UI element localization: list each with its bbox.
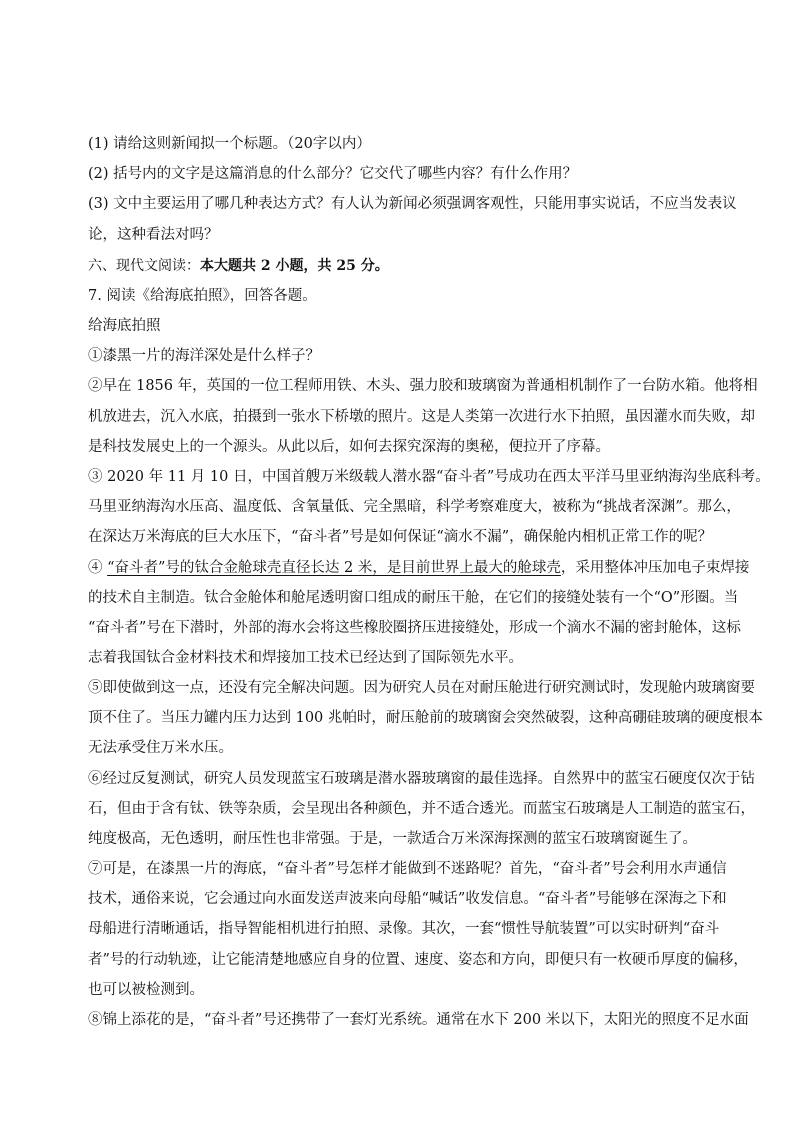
paragraph-2-line-3: 是科技发展史上的一个源头。从此以后，如何去探究深海的奥秘，便拉开了序幕。: [88, 439, 610, 455]
paragraph-7-line-2: 技术，通俗来说，它会通过向水面发送声波来向母船“喊话”收发信息。“奋斗者”号能够在深海之下和: [88, 891, 727, 907]
paragraph-2-line-2: 机放进去，沉入水底，拍摄到一张水下桥墩的照片。这是人类第一次进行水下拍照，虽因灌水而失败，却: [88, 409, 755, 425]
paragraph-3-line-1: ③ 2020 年 11 月 10 日，中国首艘万米级载人潜水器“奋斗者”号成功在西太平洋马里亚纳海沟坐底科考。: [88, 469, 770, 485]
paragraph-8-line-1: ⑧锦上添花的是，“奋斗者”号还携带了一套灯光系统。通常在水下 200 米以下，太阳光的照度不足水面: [88, 1012, 749, 1028]
question-3-line-2: 论，这种看法对吗？: [88, 227, 219, 243]
section-header-bold: 本大题共 2 小题，共 25 分。: [200, 258, 389, 274]
article-title: 给海底拍照: [88, 318, 161, 334]
paragraph-4-line-3: “奋斗者”号在下潜时，外部的海水会将这些橡胶圈挤压进接缝处，形成一个滴水不漏的密封舱体，这标: [88, 620, 741, 636]
paragraph-4-underlined-sentence: “奋斗者”号的钛合金舱球壳直径长达 2 米，是目前世界上最大的舱球壳: [107, 560, 561, 576]
question-2: (2) 括号内的文字是这篇消息的什么部分？它交代了哪些内容？有什么作用？: [88, 166, 578, 182]
paragraph-5-line-1: ⑤即使做到这一点，还没有完全解决问题。因为研究人员在对耐压舱进行研究测试时，发现舱内玻璃窗要: [88, 680, 755, 696]
paragraph-7-line-1: ⑦可是，在漆黑一片的海底，“奋斗者”号怎样才能做到不迷路呢？首先，“奋斗者”号会利用水声通信: [88, 861, 727, 877]
paragraph-2-line-1: ②早在 1856 年，英国的一位工程师用铁、木头、强力胶和玻璃窗为普通相机制作了一台防水箱。他将相: [88, 378, 758, 394]
paragraph-4-line-1: [88, 558, 750, 578]
paragraph-7-line-5: 也可以被检测到。: [88, 982, 204, 998]
question-3-line-1: (3) 文中主要运用了哪几种表达方式？有人认为新闻必须强调客观性，只能用事实说话，不应当发表议: [88, 196, 737, 212]
section-header: [88, 256, 728, 276]
paragraph-6-line-3: 纯度极高，无色透明，耐压性也非常强。于是，一款适合万米深海探测的蓝宝石玻璃窗诞生了。: [88, 831, 697, 847]
paragraph-3-line-2: 马里亚纳海沟水压高、温度低、含氧量低、完全黑暗，科学考察难度大，被称为“挑战者深渊”。那么，: [88, 499, 741, 515]
paragraph-6-line-1: ⑥经过反复测试，研究人员发现蓝宝石玻璃是潜水器玻璃窗的最佳选择。自然界中的蓝宝石硬度仅次于钻: [88, 771, 755, 787]
paragraph-5-line-3: 无法承受住万米水压。: [88, 740, 233, 756]
paragraph-4-rest: ，采用整体冲压加电子束焊接: [560, 560, 750, 576]
paragraph-6-line-2: 石，但由于含有钛、铁等杂质，会呈现出各种颜色，并不适合透光。而蓝宝石玻璃是人工制造的蓝宝石，: [88, 801, 755, 817]
paragraph-7-line-3: 母船进行清晰通话，指导智能相机进行拍照、录像。其次，一套“惯性导航装置”可以实时研判“奋斗: [88, 921, 720, 937]
paragraph-7-line-4: 者”号的行动轨迹，让它能清楚地感应自身的位置、速度、姿态和方向，即便只有一枚硬币厚度的偏移，: [88, 952, 748, 968]
paragraph-4-line-4: 志着我国钛合金材料技术和焊接加工技术已经达到了国际领先水平。: [88, 650, 523, 666]
paragraph-1: ①漆黑一片的海洋深处是什么样子？: [88, 348, 320, 364]
paragraph-5-line-2: 顶不住了。当压力罐内压力达到 100 兆帕时，耐压舱前的玻璃窗会突然破裂，这种高硼硅玻璃的硬度根本: [88, 710, 763, 726]
question-1: (1) 请给这则新闻拟一个标题。（20字以内）: [88, 136, 371, 152]
paragraph-3-line-3: 在深达万米海底的巨大水压下，“奋斗者”号是如何保证“滴水不漏”，确保舱内相机正常工作的呢？: [88, 529, 713, 545]
paragraph-4-marker: ④: [88, 560, 108, 576]
question-7-prompt: 7. 阅读《给海底拍照》，回答各题。: [88, 288, 317, 304]
paragraph-4-line-2: 的技术自主制造。钛合金舱体和舱尾透明窗口组成的耐压干舱，在它们的接缝处装有一个“O”形圈。当: [88, 590, 739, 606]
section-header-prefix: 六、现代文阅读：: [88, 258, 200, 274]
